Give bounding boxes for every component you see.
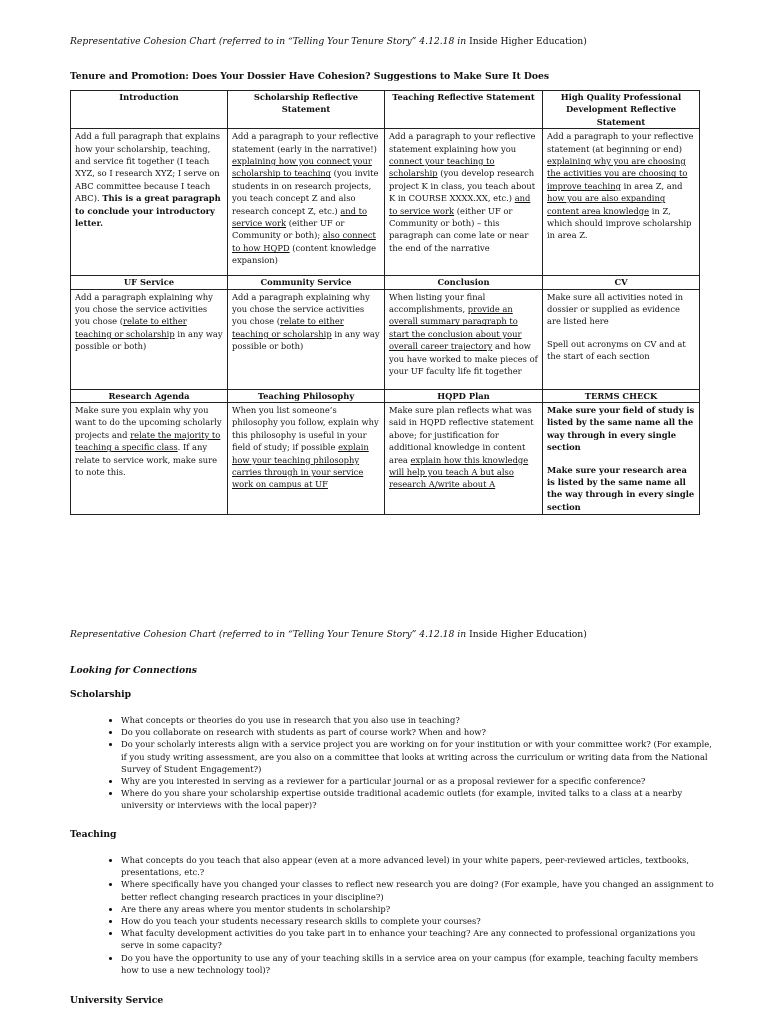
paragraph-gap <box>547 328 696 338</box>
table-row <box>71 403 700 515</box>
page-header <box>70 36 587 47</box>
cell-text-bold: This is a great paragraph to conclude your introductory letter. <box>75 193 221 229</box>
cell-text-underlined: relate the majority to teaching a specific class <box>75 429 221 453</box>
cell-hqpd-statement <box>543 129 700 276</box>
list-item: • Where do you share your scholarship expertise outside traditional academic outlets (for example, invited talks to a class at a nearby university or interviews with the local paper)? <box>121 787 717 811</box>
header-research-agenda: Research Agenda <box>71 389 228 402</box>
cell-text: Add a paragraph to your reflective statement explaining how you <box>389 131 536 154</box>
list-item: • Do your scholarly interests align with a service project you are working on for your institution or with your committee work? (For example, if you study writing assessment, are you also on a committee that looks at writing across the curriculum or writing data from the National Survey of Student Engagement?) <box>121 738 717 775</box>
cell-text: in area Z, and <box>620 180 683 191</box>
cell-text: Add a paragraph explaining why you chose the service activities you chose ( <box>75 291 213 327</box>
header-scholarship-statement: Scholarship Reflective Statement <box>228 91 385 129</box>
cell-text: . If any relate to service work, make sure to note this. <box>75 442 218 478</box>
cell-introduction <box>71 129 228 276</box>
cell-teaching-statement <box>385 129 543 276</box>
list-item: • How do you teach your students necessary research skills to complete your courses? <box>121 915 717 927</box>
cell-text: (you develop research project K in class, you teach about K in COURSE XXXX.XX, etc.) <box>389 168 536 204</box>
table-row <box>71 129 700 276</box>
table-row <box>71 289 700 389</box>
table-header-row <box>71 389 700 402</box>
cell-text: Add a paragraph to your reflective statement (at beginning or end) <box>547 131 694 154</box>
list-item: • Why are you interested in serving as a reviewer for a particular journal or as a proposal reviewer for a specific conference? <box>121 775 717 787</box>
cell-text: in any way possible or both) <box>232 328 380 352</box>
scholarship-questions <box>104 714 717 812</box>
cell-conclusion <box>385 289 543 389</box>
list-item: • Do you have the opportunity to use any of your teaching skills in a service area on your campus (for example, teaching faculty members how to use a new technology tool)? <box>121 952 717 976</box>
cell-text: When you list someone’s philosophy you follow, explain why this philosophy is useful in your field of study; if possible <box>232 405 379 453</box>
cell-text-underlined: relate to either teaching or scholarship <box>75 316 187 339</box>
cell-uf-service <box>71 289 228 389</box>
cell-text: Add a full paragraph that explains how your scholarship, teaching, and service fit together (I teach XYZ, so I research XYZ; I serve on ABC committee because I teach ABC). <box>75 131 221 204</box>
cell-text-underlined: provide an overall summary paragraph to start the conclusion about your overall career trajectory <box>389 304 522 352</box>
page-header <box>70 629 587 640</box>
header-source: Inside Higher Education) <box>469 36 587 47</box>
header-hqpd-plan: HQPD Plan <box>385 389 543 402</box>
list-item: • Where specifically have you changed your classes to reflect new research you are doing? (For example, have you changed an assignment to better reflect changing research practices in your discipline?) <box>121 878 717 902</box>
section-title-university-service: University Service <box>70 995 164 1006</box>
header-cv: CV <box>543 276 700 289</box>
cell-text: Make sure you explain why you want to do the upcoming scholarly projects and <box>75 405 222 440</box>
cell-text-underlined: explaining why you are choosing the activities you are choosing to improve teaching <box>547 156 688 191</box>
cell-paragraph: Make sure your research area is listed by the same name all the way through in every single section <box>547 464 695 512</box>
header-prefix: Representative Cohesion Chart (referred to in “Telling Your Tenure Story” 4.12.18 in <box>70 36 470 47</box>
cell-text: Add a paragraph to your reflective statement (early in the narrative!) <box>232 131 379 154</box>
cell-hqpd-plan <box>385 403 543 515</box>
cell-text: Make sure plan reflects what was said in HQPD reflective statement above; for justification for additional knowledge in content area <box>389 405 534 465</box>
cell-text: in Z, which should improve scholarship in area Z. <box>547 205 692 241</box>
cell-text: (content knowledge expansion) <box>232 242 377 266</box>
cell-research-agenda <box>71 403 228 515</box>
table-header-row <box>71 91 700 129</box>
chart-title: Tenure and Promotion: Does Your Dossier Have Cohesion? Suggestions to Make Sure It Does <box>70 71 549 82</box>
cell-text-underlined: and to service work <box>389 193 531 216</box>
cell-text-underlined: connect your teaching to scholarship <box>389 156 495 179</box>
header-conclusion: Conclusion <box>385 276 543 289</box>
cell-text: When listing your final accomplishments, <box>389 291 486 315</box>
header-hqpd-statement: High Quality Professional Development Reflective Statement <box>543 91 700 129</box>
teaching-questions <box>104 854 717 976</box>
cell-cv <box>543 289 700 389</box>
cell-paragraph: Spell out acronyms on CV and at the start of each section <box>547 338 686 362</box>
list-item: • What faculty development activities do you take part in to enhance your teaching? Are any connected to professional organizations you serve in some capacity? <box>121 927 717 951</box>
cell-text: (either UF or Community or both) – this paragraph can come late or near the end of the narrative <box>389 205 529 253</box>
cohesion-table <box>70 90 700 515</box>
cell-teaching-philosophy <box>228 403 385 515</box>
table-header-row <box>71 276 700 289</box>
cell-paragraph: Make sure your field of study is listed by the same name all the way through in every single section <box>547 405 695 453</box>
header-uf-service: UF Service <box>71 276 228 289</box>
cell-community-service <box>228 289 385 389</box>
list-item: • What concepts do you teach that also appear (even at a more advanced level) in your white papers, peer-reviewed articles, textbooks, presentations, etc.? <box>121 854 717 878</box>
cell-text: and how you have worked to make pieces of your UF faculty life fit together <box>389 341 538 377</box>
header-terms-check: TERMS CHECK <box>543 389 700 402</box>
cell-text-underlined: relate to either teaching or scholarship <box>232 316 344 339</box>
cell-text: (you invite students in on research projects, you teach concept Z and also research concept Z, etc.) <box>232 168 379 216</box>
header-teaching-philosophy: Teaching Philosophy <box>228 389 385 402</box>
section-title-teaching: Teaching <box>70 829 117 840</box>
header-community-service: Community Service <box>228 276 385 289</box>
paragraph-gap <box>547 454 696 464</box>
header-prefix: Representative Cohesion Chart (referred to in “Telling Your Tenure Story” 4.12.18 in <box>70 629 470 640</box>
header-teaching-statement: Teaching Reflective Statement <box>385 91 543 129</box>
header-source: Inside Higher Education) <box>469 629 587 640</box>
cell-terms-check <box>543 403 700 515</box>
cell-text: in any way possible or both) <box>75 328 223 352</box>
cell-text-underlined: explaining how you connect your scholarship to teaching <box>232 156 372 179</box>
list-item: • Are there any areas where you mentor students in scholarship? <box>121 903 717 915</box>
cell-text: (either UF or Community or both); <box>232 218 345 241</box>
section-title-scholarship: Scholarship <box>70 689 132 700</box>
cell-paragraph: Make sure all activities noted in dossier or supplied as evidence are listed here <box>547 291 684 327</box>
cell-text-underlined: and to service work <box>232 205 368 229</box>
cell-text-underlined: explain how your teaching philosophy carries through in your service work on campus at UF <box>232 442 369 490</box>
list-item: • What concepts or theories do you use in research that you also use in teaching? <box>121 714 717 726</box>
cell-text-underlined: explain how this knowledge will help you teach A but also research A/write about A <box>389 454 529 490</box>
header-introduction: Introduction <box>71 91 228 129</box>
cell-scholarship-statement <box>228 129 385 276</box>
cell-text-underlined: how you are also expanding content area knowledge <box>547 193 666 216</box>
cell-text: Add a paragraph explaining why you chose the service activities you chose ( <box>232 291 370 327</box>
list-item: • Do you collaborate on research with students as part of course work? When and how? <box>121 726 717 738</box>
cell-text-underlined: also connect to how HQPD <box>232 230 376 253</box>
section-heading-connections: Looking for Connections <box>70 665 197 676</box>
